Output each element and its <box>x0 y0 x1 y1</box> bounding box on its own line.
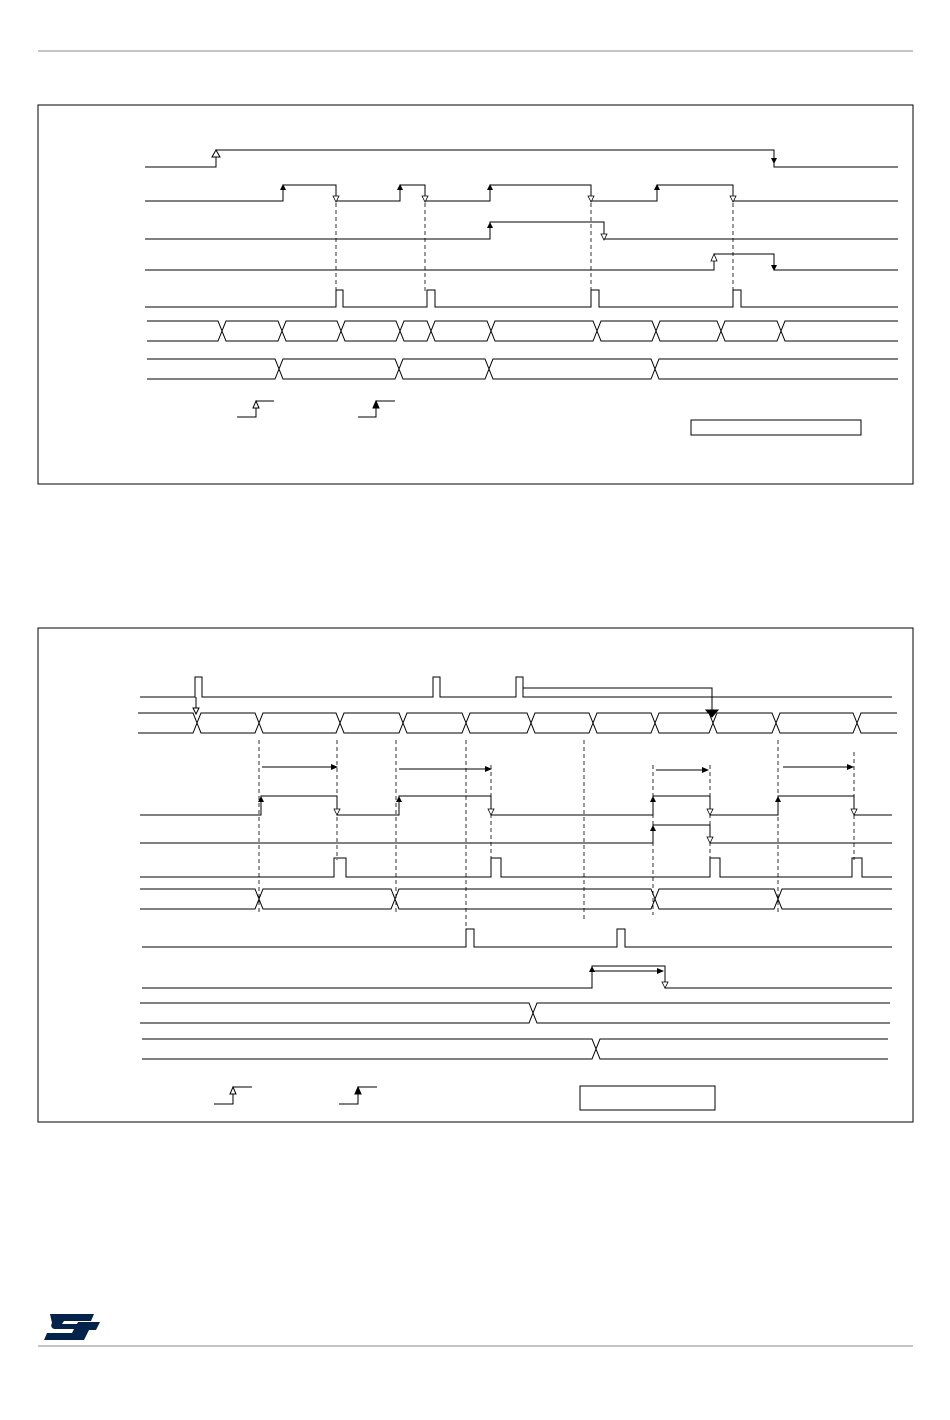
signal-5-waveform <box>142 929 892 947</box>
falling-edge-arrow <box>662 982 668 988</box>
legend-edge-symbol-hollow <box>214 1087 252 1104</box>
bus-1-waveform <box>138 713 897 733</box>
legend-box <box>580 1086 715 1110</box>
rising-edge-arrow <box>212 150 220 157</box>
timing-arrows <box>262 767 852 770</box>
bus-2-waveform <box>147 359 898 379</box>
rising-edge-arrow <box>487 222 493 228</box>
figure-frame <box>38 628 913 1122</box>
bus-2-waveform <box>140 889 892 909</box>
rising-edge-arrow <box>650 825 656 831</box>
falling-edge-arrow <box>707 837 713 843</box>
legend-edge-symbol-solid <box>339 1087 377 1104</box>
signal-2-edge-arrows <box>280 184 736 202</box>
signal-6-waveform <box>142 966 892 988</box>
signal-3-waveform <box>145 222 898 239</box>
legend-edge-symbol-solid <box>358 401 395 417</box>
timing-guides <box>336 203 733 292</box>
legend-edge-symbol-hollow <box>237 401 274 417</box>
rising-edge-arrow <box>711 254 717 261</box>
signal-4-waveform <box>145 254 898 270</box>
bus-4-waveform <box>142 1039 888 1059</box>
timing-diagram-2 <box>38 628 913 1122</box>
bus-3-waveform <box>140 1003 890 1023</box>
st-logo <box>44 1314 100 1340</box>
signal-1-edge-arrow <box>193 697 199 714</box>
signal-2-edge-arrows <box>258 796 857 815</box>
timing-diagram-1 <box>38 105 913 484</box>
rising-edge-arrow <box>589 966 595 972</box>
timing-guides <box>259 740 854 932</box>
legend-box <box>691 420 861 435</box>
signal-4-waveform <box>140 858 892 877</box>
bus-1-waveform <box>147 321 898 341</box>
signal-5-waveform <box>145 290 898 307</box>
timing-arrowhead <box>657 968 664 974</box>
signal-1-waveform <box>140 677 892 697</box>
figure-frame <box>38 105 913 484</box>
signal-3-waveform <box>140 825 892 843</box>
signal-2-waveform <box>145 185 898 201</box>
falling-edge-arrow <box>771 158 777 164</box>
signal-1-waveform <box>145 150 898 167</box>
